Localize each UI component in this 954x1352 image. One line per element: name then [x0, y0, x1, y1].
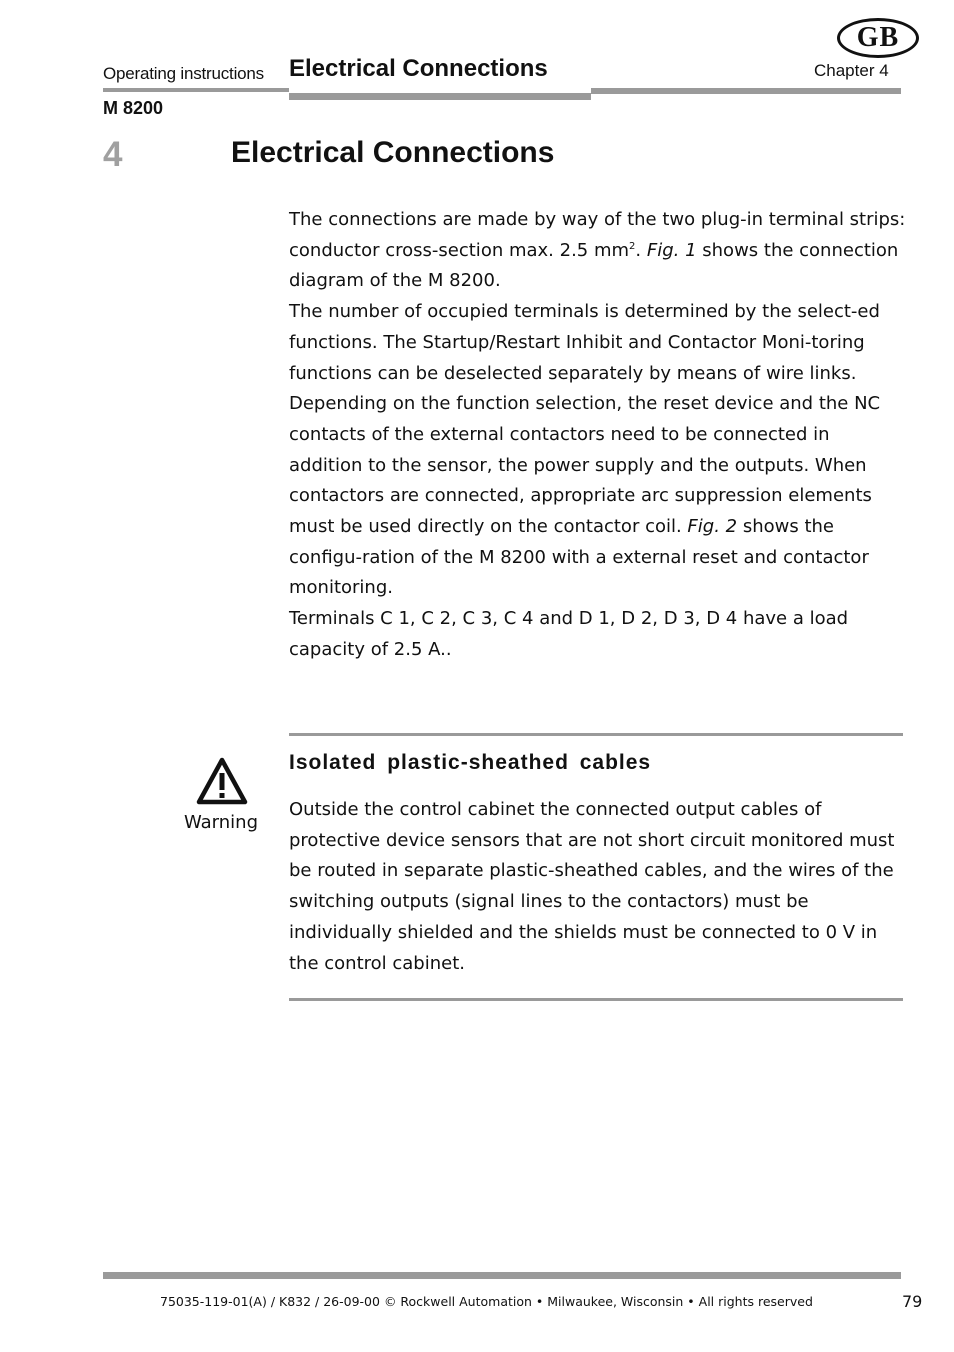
warning-triangle-icon	[196, 757, 248, 805]
paragraph-terminals: The number of occupied terminals is determined by the select-ed functions. The Startup/Restart Inhibit and Contactor Moni-toring functions can be deselected separately by means of wire links.	[289, 301, 880, 384]
paragraph-load-capacity: Terminals C 1, C 2, C 3, C 4 and D 1, D 2, D 3, D 4 have a load capacity of 2.5 A..	[289, 608, 849, 660]
paragraph-text: shows the configu-ration of the M 8200 with a external reset and contactor monitoring.	[289, 516, 869, 599]
page-number: 79	[902, 1292, 923, 1311]
figure-reference: Fig. 2	[687, 516, 738, 538]
warning-paragraph: Outside the control cabinet the connected output cables of protective device sensors that are not short circuit monitored must be routed in separate plastic-sheathed cables, and the wires of the switching outputs (signal lines to the contactors) must be individually shielded and the shields must be connected to 0 V in the control cabinet.	[289, 799, 895, 974]
header-rule-middle	[289, 93, 591, 100]
footer-text: 75035-119-01(A) / K832 / 26-09-00 © Rockwell Automation • Milwaukee, Wisconsin • All rights reserved	[160, 1294, 813, 1309]
header-doc-type: Operating instructions	[103, 64, 264, 83]
body-text	[289, 205, 907, 666]
paragraph-text: shows the connection diagram of the M 8200.	[289, 239, 899, 292]
header-section-title: Electrical Connections	[289, 55, 548, 82]
warning-label: Warning	[183, 812, 258, 833]
header-rule-left	[103, 88, 289, 92]
warning-heading: Isolated plastic-sheathed cables	[289, 751, 652, 774]
superscript: 2	[629, 240, 636, 252]
warning-rule-top	[289, 733, 903, 736]
paragraph-text: Depending on the function selection, the reset device and the NC contacts of the external contactors need to be connected in addition to the sensor, the power supply and the outputs. When contactors are connected, appropriate arc suppression elements must be used directly on the contactor coil.	[289, 393, 881, 538]
header-chapter-label: Chapter 4	[814, 61, 889, 80]
language-badge: GB	[837, 18, 919, 58]
paragraph-text: The connections are made by way of the two plug-in terminal strips: conductor cross-section max. 2.5 mm	[289, 209, 906, 261]
model-name: M 8200	[103, 98, 164, 118]
warning-text	[289, 795, 904, 979]
footer-rule	[103, 1272, 901, 1279]
header-rule-right	[591, 88, 901, 94]
paragraph-function-selection	[289, 389, 907, 604]
paragraph-connections	[289, 205, 907, 297]
chapter-title: Electrical Connections	[231, 136, 555, 169]
figure-reference: Fig. 1	[646, 239, 697, 261]
paragraph-text: .	[635, 239, 647, 261]
chapter-number: 4	[103, 135, 123, 174]
warning-rule-bottom	[289, 998, 903, 1001]
